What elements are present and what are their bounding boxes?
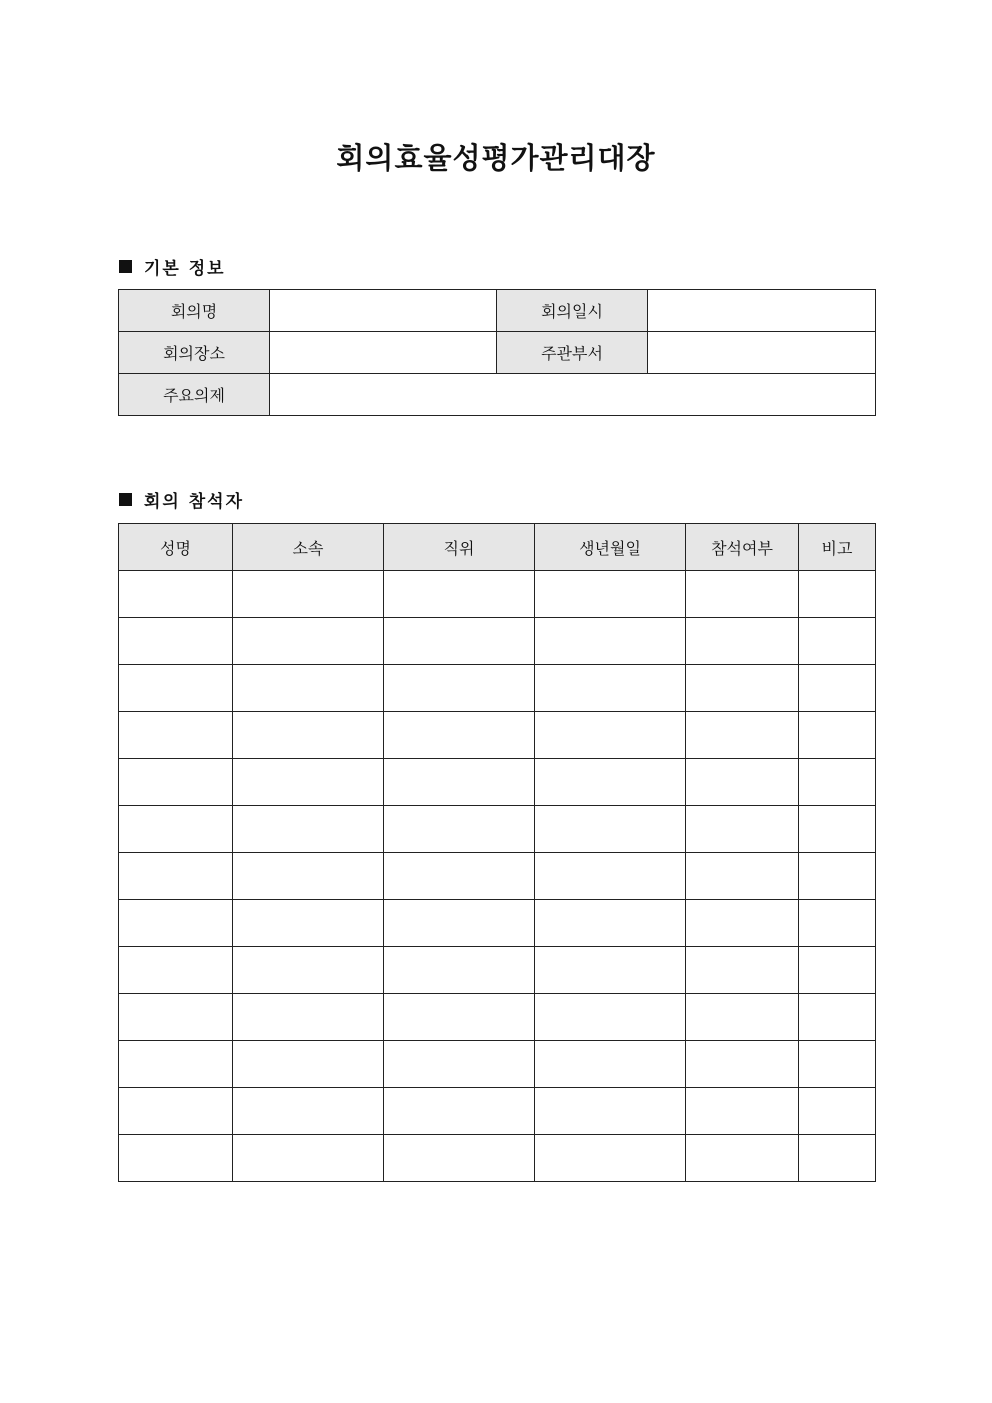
name-cell[interactable]	[119, 1135, 233, 1182]
attendance-cell[interactable]	[686, 947, 799, 994]
attendees-table	[118, 523, 876, 1182]
column-header-birthdate: 생년월일	[535, 524, 686, 571]
name-cell[interactable]	[119, 571, 233, 618]
birthdate-cell[interactable]	[535, 759, 686, 806]
affiliation-cell[interactable]	[233, 618, 384, 665]
name-cell[interactable]	[119, 1088, 233, 1135]
table-row	[119, 853, 876, 900]
remarks-cell[interactable]	[799, 947, 876, 994]
table-row	[119, 712, 876, 759]
birthdate-cell[interactable]	[535, 712, 686, 759]
table-row	[119, 1088, 876, 1135]
meeting-name-label: 회의명	[119, 290, 270, 332]
birthdate-cell[interactable]	[535, 853, 686, 900]
affiliation-cell[interactable]	[233, 1135, 384, 1182]
attendance-cell[interactable]	[686, 900, 799, 947]
attendance-cell[interactable]	[686, 759, 799, 806]
table-row	[119, 947, 876, 994]
column-header-position: 직위	[384, 524, 535, 571]
affiliation-cell[interactable]	[233, 1088, 384, 1135]
table-row	[119, 900, 876, 947]
table-row	[119, 759, 876, 806]
attendance-cell[interactable]	[686, 712, 799, 759]
name-cell[interactable]	[119, 712, 233, 759]
column-header-affiliation: 소속	[233, 524, 384, 571]
attendance-cell[interactable]	[686, 806, 799, 853]
attendance-cell[interactable]	[686, 665, 799, 712]
affiliation-cell[interactable]	[233, 571, 384, 618]
position-cell[interactable]	[384, 1088, 535, 1135]
remarks-cell[interactable]	[799, 853, 876, 900]
remarks-cell[interactable]	[799, 1088, 876, 1135]
basic-info-table	[118, 289, 876, 416]
meeting-place-field[interactable]	[270, 332, 497, 374]
column-header-attendance: 참석여부	[686, 524, 799, 571]
column-header-remarks: 비고	[799, 524, 876, 571]
affiliation-cell[interactable]	[233, 712, 384, 759]
table-row	[119, 618, 876, 665]
affiliation-cell[interactable]	[233, 665, 384, 712]
name-cell[interactable]	[119, 618, 233, 665]
position-cell[interactable]	[384, 665, 535, 712]
attendance-cell[interactable]	[686, 853, 799, 900]
affiliation-cell[interactable]	[233, 900, 384, 947]
position-cell[interactable]	[384, 806, 535, 853]
affiliation-cell[interactable]	[233, 806, 384, 853]
info-row	[119, 332, 876, 374]
birthdate-cell[interactable]	[535, 900, 686, 947]
name-cell[interactable]	[119, 806, 233, 853]
remarks-cell[interactable]	[799, 900, 876, 947]
info-row	[119, 374, 876, 416]
name-cell[interactable]	[119, 665, 233, 712]
meeting-datetime-field[interactable]	[648, 290, 876, 332]
remarks-cell[interactable]	[799, 1041, 876, 1088]
remarks-cell[interactable]	[799, 618, 876, 665]
birthdate-cell[interactable]	[535, 1135, 686, 1182]
position-cell[interactable]	[384, 1135, 535, 1182]
name-cell[interactable]	[119, 1041, 233, 1088]
main-agenda-field[interactable]	[270, 374, 876, 416]
birthdate-cell[interactable]	[535, 571, 686, 618]
position-cell[interactable]	[384, 947, 535, 994]
attendees-heading	[119, 487, 244, 512]
attendees-heading-text: 회의 참석자	[144, 492, 245, 512]
meeting-place-label: 회의장소	[119, 332, 270, 374]
table-row	[119, 665, 876, 712]
square-bullet-icon	[119, 493, 132, 506]
affiliation-cell[interactable]	[233, 759, 384, 806]
birthdate-cell[interactable]	[535, 1041, 686, 1088]
column-header-name: 성명	[119, 524, 233, 571]
birthdate-cell[interactable]	[535, 665, 686, 712]
position-cell[interactable]	[384, 712, 535, 759]
meeting-datetime-label: 회의일시	[497, 290, 648, 332]
birthdate-cell[interactable]	[535, 994, 686, 1041]
position-cell[interactable]	[384, 1041, 535, 1088]
host-department-field[interactable]	[648, 332, 876, 374]
birthdate-cell[interactable]	[535, 806, 686, 853]
affiliation-cell[interactable]	[233, 1041, 384, 1088]
remarks-cell[interactable]	[799, 665, 876, 712]
attendance-cell[interactable]	[686, 1041, 799, 1088]
square-bullet-icon	[119, 260, 132, 273]
meeting-name-field[interactable]	[270, 290, 497, 332]
remarks-cell[interactable]	[799, 1135, 876, 1182]
remarks-cell[interactable]	[799, 712, 876, 759]
position-cell[interactable]	[384, 618, 535, 665]
position-cell[interactable]	[384, 994, 535, 1041]
table-row	[119, 994, 876, 1041]
name-cell[interactable]	[119, 947, 233, 994]
attendance-cell[interactable]	[686, 571, 799, 618]
main-agenda-label: 주요의제	[119, 374, 270, 416]
document-title: 회의효율성평가관리대장	[336, 141, 656, 175]
host-department-label: 주관부서	[497, 332, 648, 374]
remarks-cell[interactable]	[799, 994, 876, 1041]
birthdate-cell[interactable]	[535, 618, 686, 665]
name-cell[interactable]	[119, 853, 233, 900]
table-row	[119, 1135, 876, 1182]
position-cell[interactable]	[384, 853, 535, 900]
info-row	[119, 290, 876, 332]
birthdate-cell[interactable]	[535, 1088, 686, 1135]
remarks-cell[interactable]	[799, 571, 876, 618]
affiliation-cell[interactable]	[233, 853, 384, 900]
basic-info-heading-text: 기본 정보	[144, 259, 226, 279]
name-cell[interactable]	[119, 759, 233, 806]
position-cell[interactable]	[384, 759, 535, 806]
name-cell[interactable]	[119, 994, 233, 1041]
affiliation-cell[interactable]	[233, 947, 384, 994]
birthdate-cell[interactable]	[535, 947, 686, 994]
position-cell[interactable]	[384, 571, 535, 618]
table-row	[119, 1041, 876, 1088]
remarks-cell[interactable]	[799, 759, 876, 806]
attendance-cell[interactable]	[686, 1135, 799, 1182]
attendance-cell[interactable]	[686, 994, 799, 1041]
affiliation-cell[interactable]	[233, 994, 384, 1041]
attendance-cell[interactable]	[686, 1088, 799, 1135]
remarks-cell[interactable]	[799, 806, 876, 853]
position-cell[interactable]	[384, 900, 535, 947]
attendance-cell[interactable]	[686, 618, 799, 665]
table-row	[119, 806, 876, 853]
name-cell[interactable]	[119, 900, 233, 947]
table-row	[119, 571, 876, 618]
basic-info-heading	[119, 254, 226, 279]
attendees-header-row	[119, 524, 876, 571]
